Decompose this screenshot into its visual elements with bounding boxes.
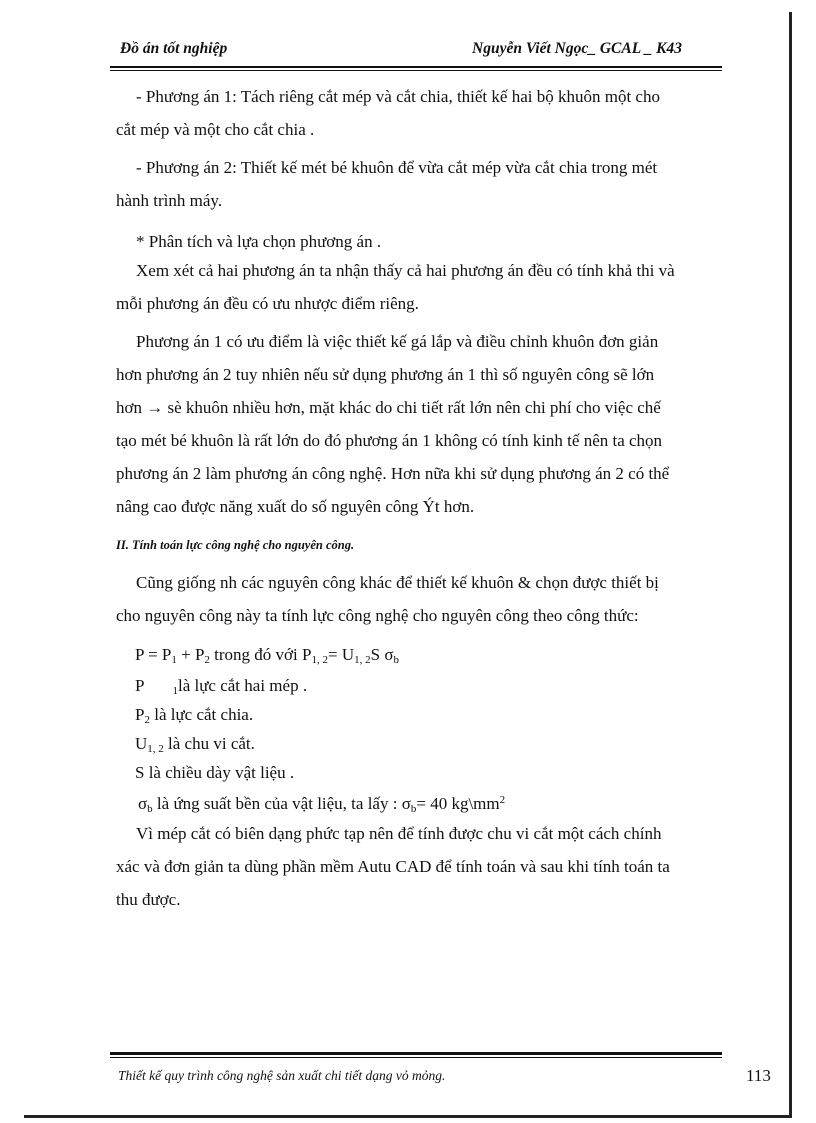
option-1-paragraph	[116, 80, 748, 146]
definition-s: S là chiều dày vật liệu .	[135, 763, 295, 782]
definition-p1: P $_1$là lực cắt hai mép .	[135, 676, 308, 697]
definition-sigma: $\sigma_b$ là ứng suất bền của vật liệu, ta lấy : $\sigma_b= 40$ $kg\backslash mm^2$	[138, 794, 506, 815]
section-heading: II. Tính toán lực công nghệ cho nguyên công.	[116, 538, 355, 552]
text-line: Phương án 1 có ưu điểm là việc thiết kế gá lắp và điều chỉnh khuôn đơn giản	[136, 332, 659, 351]
force-intro-paragraph	[116, 566, 748, 632]
header-left: Đồ án tốt nghiệp	[120, 40, 228, 57]
text-line: Vì mép cắt có biên dạng phức tạp nên để tính được chu vi cắt một cách chính	[136, 824, 662, 843]
perimeter-paragraph	[116, 817, 748, 916]
header-rule-thick	[110, 66, 722, 68]
option-2-paragraph	[116, 151, 748, 217]
text-line: nâng cao được năng xuất do số nguyên công Ýt hơn.	[116, 497, 475, 516]
text-line: Xem xét cả hai phương án ta nhận thấy cả hai phương án đều có tính khả thi và	[136, 261, 675, 280]
text-line: hơn phương án 2 tuy nhiên nếu sử dụng phương án 1 thì số nguyên công sẽ lớn	[116, 365, 655, 384]
text-line: * Phân tích và lựa chọn phương án .	[136, 232, 382, 251]
text-line: - Phương án 1: Tách riêng cắt mép và cắt chia, thiết kế hai bộ khuôn một cho	[136, 87, 660, 106]
text-line: cắt mép và một cho cắt chia .	[116, 120, 315, 139]
text-line: thu được.	[116, 890, 181, 909]
footer-rule-thick	[110, 1052, 722, 1055]
text-line: tạo mét bé khuôn là rất lớn do đó phương án 1 không có tính kinh tế nên ta chọn	[116, 431, 663, 450]
definition-u: $U_{1, 2}$ là chu vi cắt.	[135, 734, 255, 755]
header-right: Nguyễn Viết Ngọc_ GCAL _ K43	[472, 40, 682, 57]
text-line: cho nguyên công này ta tính lực công nghệ cho nguyên công theo công thức:	[116, 606, 639, 625]
footer-rule-thin	[110, 1057, 722, 1058]
text-line: - Phương án 2: Thiết kế mét bé khuôn để vừa cắt mép vừa cắt chia trong mét	[136, 158, 658, 177]
evaluation-paragraph	[116, 254, 748, 320]
text-line: xác và đơn giản ta dùng phần mềm Autu CAD để tính toán và sau khi tính toán ta	[116, 857, 670, 876]
text-line: Cũng giống nh các nguyên công khác để thiết kế khuôn & chọn được thiết bị	[136, 573, 659, 592]
comparison-paragraph	[116, 325, 748, 523]
text-line: hành trình máy.	[116, 191, 223, 210]
page-number: 113	[746, 1066, 771, 1085]
text-line: mỗi phương án đều có ưu nhược điểm riêng.	[116, 294, 419, 313]
text-line: phương án 2 làm phương án công nghệ. Hơn nữa khi sử dụng phương án 2 có thể	[116, 464, 670, 483]
footer-text: Thiết kế quy trình công nghệ sản xuất chi tiết dạng vỏ mỏng.	[118, 1068, 446, 1083]
force-formula: $P = P_1 + P_2$ trong đó với $P_{1, 2}= U_{1, 2}S$ $\sigma_b$	[135, 645, 399, 666]
text-line: hơn → sè khuôn nhiều hơn, mặt khác do chi tiết rất lớn nên chi phí cho việc chế	[116, 398, 661, 417]
header-rule-thin	[110, 70, 722, 71]
definition-p2: $P_2$ là lực cắt chia.	[135, 705, 254, 726]
